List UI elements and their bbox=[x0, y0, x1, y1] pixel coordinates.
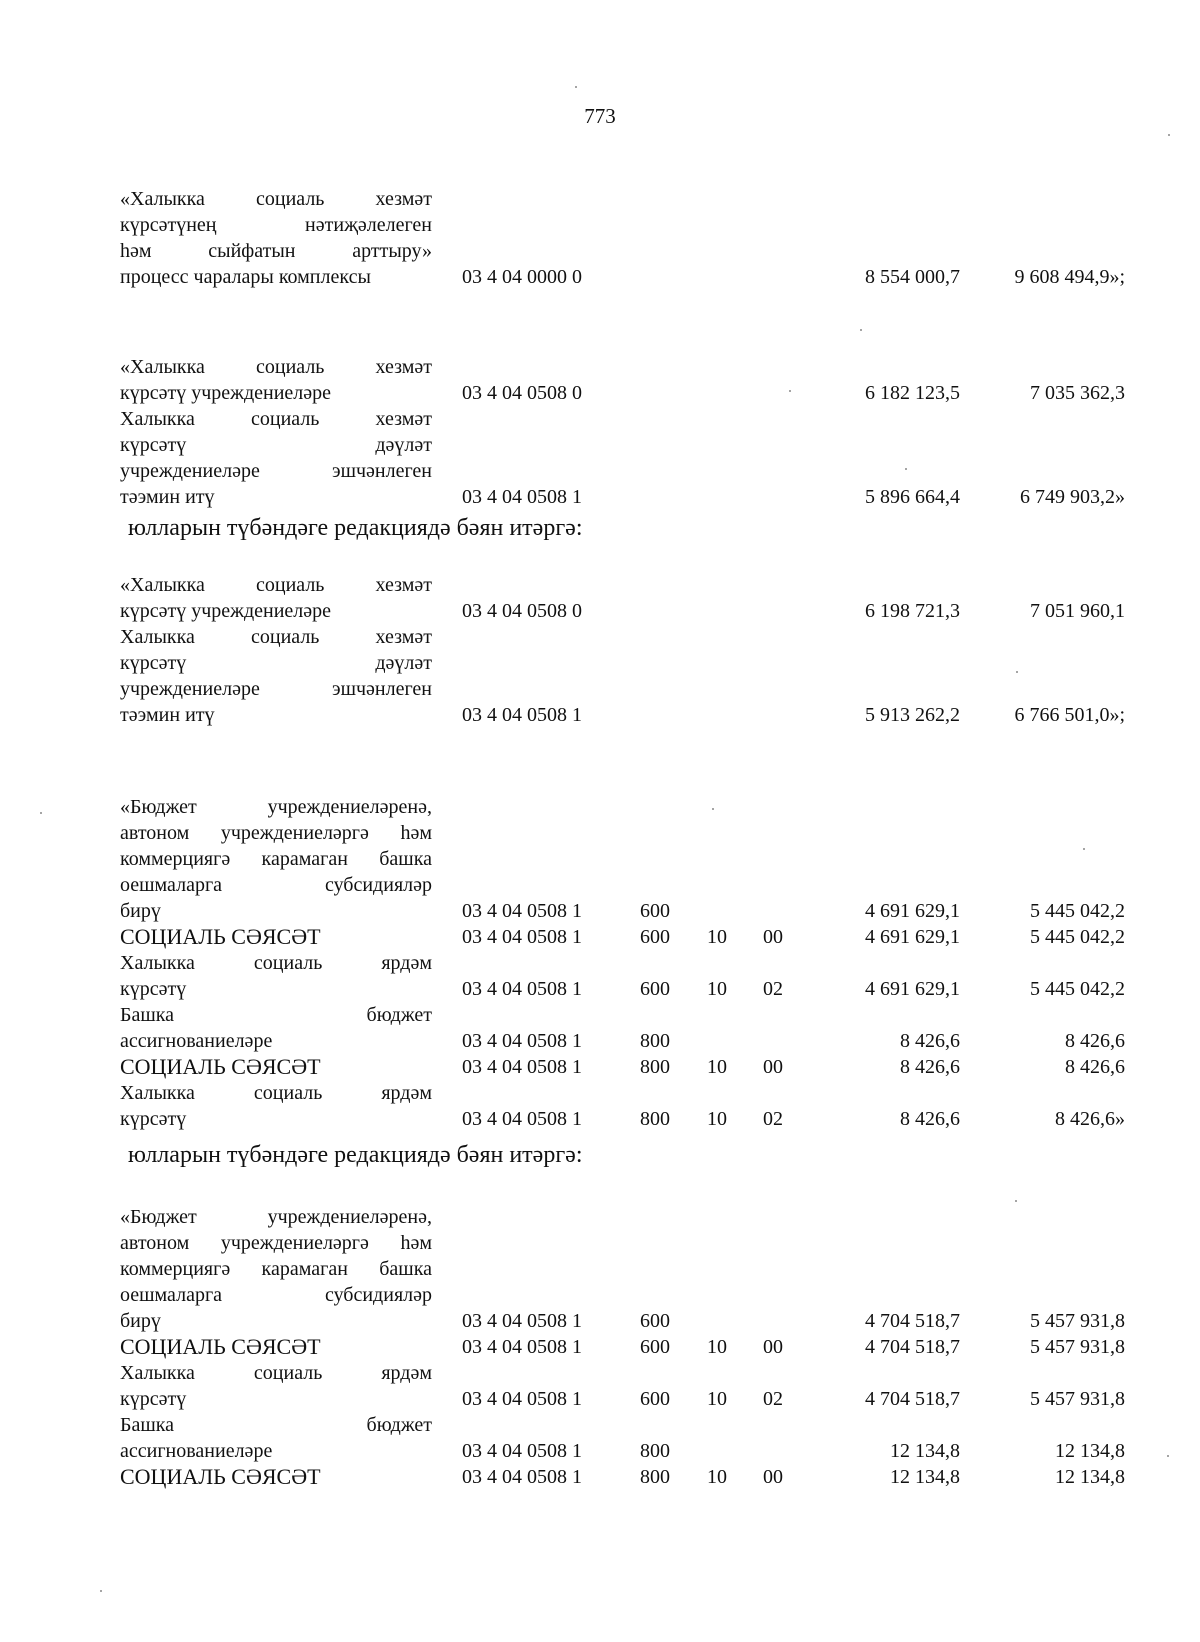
row-label bbox=[120, 406, 432, 510]
instruction-phrase: юлларын түбәндәге редакциядә бәян итәргә: bbox=[128, 1142, 583, 1168]
scan-speck bbox=[40, 812, 42, 814]
target-article-code: 03 4 04 0508 1 bbox=[462, 1388, 582, 1410]
row-label bbox=[120, 924, 432, 950]
subsection-code: 00 bbox=[763, 1466, 783, 1488]
table-row bbox=[0, 406, 1200, 510]
table-row bbox=[0, 1464, 1200, 1490]
scan-speck bbox=[905, 468, 907, 470]
amount-year-1: 4 691 629,1 bbox=[865, 926, 960, 948]
row-label bbox=[120, 1002, 432, 1054]
subsection-code: 00 bbox=[763, 1336, 783, 1358]
amount-year-2: 5 457 931,8 bbox=[1030, 1388, 1125, 1410]
scan-speck bbox=[860, 329, 862, 331]
table-row bbox=[0, 794, 1200, 924]
section-code: 10 bbox=[707, 1108, 727, 1130]
table-row bbox=[0, 1054, 1200, 1080]
amount-year-2: 8 426,6 bbox=[1065, 1056, 1125, 1078]
amount-year-1: 8 554 000,7 bbox=[865, 266, 960, 288]
row-label-line: Башка бюджет bbox=[120, 1414, 432, 1436]
amount-year-1: 6 198 721,3 bbox=[865, 600, 960, 622]
target-article-code: 03 4 04 0508 1 bbox=[462, 900, 582, 922]
scan-speck bbox=[1167, 1455, 1169, 1457]
scan-speck bbox=[100, 1590, 102, 1592]
row-label bbox=[120, 1080, 432, 1132]
subsection-code: 02 bbox=[763, 1388, 783, 1410]
amount-year-1: 4 704 518,7 bbox=[865, 1388, 960, 1410]
row-label-line: бирү bbox=[120, 1310, 161, 1332]
row-label-line: күрсәтү дәүләт bbox=[120, 652, 432, 674]
row-label-line: һәм сыйфатын арттыру» bbox=[120, 240, 432, 262]
row-label-line: СОЦИАЛЬ СӘЯСӘТ bbox=[120, 1334, 321, 1359]
target-article-code: 03 4 04 0508 1 bbox=[462, 1030, 582, 1052]
row-label bbox=[120, 1334, 432, 1360]
expense-type: 600 bbox=[640, 1336, 670, 1358]
amount-year-1: 8 426,6 bbox=[900, 1030, 960, 1052]
table-row bbox=[0, 1080, 1200, 1132]
expense-type: 600 bbox=[640, 978, 670, 1000]
target-article-code: 03 4 04 0508 1 bbox=[462, 1108, 582, 1130]
table-row bbox=[0, 1412, 1200, 1464]
amount-year-2: 5 445 042,2 bbox=[1030, 978, 1125, 1000]
amount-year-1: 4 704 518,7 bbox=[865, 1336, 960, 1358]
amount-year-2: 7 051 960,1 bbox=[1030, 600, 1125, 622]
row-label-line: Халыкка социаль хезмәт bbox=[120, 626, 432, 648]
expense-type: 800 bbox=[640, 1056, 670, 1078]
scan-speck bbox=[1168, 134, 1170, 136]
row-label-line: СОЦИАЛЬ СӘЯСӘТ bbox=[120, 1054, 321, 1079]
amount-year-2: 12 134,8 bbox=[1055, 1440, 1125, 1462]
amount-year-2: 6 749 903,2» bbox=[1020, 486, 1125, 508]
expense-type: 600 bbox=[640, 926, 670, 948]
amount-year-2: 8 426,6» bbox=[1055, 1108, 1125, 1130]
amount-year-1: 12 134,8 bbox=[890, 1466, 960, 1488]
amount-year-2: 6 766 501,0»; bbox=[1014, 704, 1125, 726]
row-label-line: күрсәтүнең нәтиҗәлелеген bbox=[120, 214, 432, 236]
row-label bbox=[120, 186, 432, 290]
row-label-line: күрсәтү bbox=[120, 1388, 187, 1410]
row-label-line: коммерциягә карамаган башка bbox=[120, 1258, 432, 1280]
subsection-code: 00 bbox=[763, 1056, 783, 1078]
amount-year-2: 7 035 362,3 bbox=[1030, 382, 1125, 404]
amount-year-1: 4 691 629,1 bbox=[865, 978, 960, 1000]
subsection-code: 02 bbox=[763, 1108, 783, 1130]
target-article-code: 03 4 04 0508 1 bbox=[462, 1310, 582, 1332]
amount-year-2: 5 457 931,8 bbox=[1030, 1336, 1125, 1358]
row-label bbox=[120, 1360, 432, 1412]
row-label-line: «Бюджет учреждениеләренә, bbox=[120, 1206, 432, 1228]
amount-year-2: 5 445 042,2 bbox=[1030, 926, 1125, 948]
row-label-line: тәэмин итү bbox=[120, 704, 215, 726]
scan-speck bbox=[1015, 1200, 1017, 1202]
page-number: 773 bbox=[584, 104, 616, 128]
row-label-line: «Халыкка социаль хезмәт bbox=[120, 574, 432, 596]
row-label-line: учреждениеләре эшчәнлеген bbox=[120, 678, 432, 700]
scan-speck bbox=[1016, 671, 1018, 673]
amount-year-1: 5 913 262,2 bbox=[865, 704, 960, 726]
amount-year-1: 6 182 123,5 bbox=[865, 382, 960, 404]
target-article-code: 03 4 04 0508 1 bbox=[462, 926, 582, 948]
table-row bbox=[0, 572, 1200, 624]
amount-year-2: 8 426,6 bbox=[1065, 1030, 1125, 1052]
table-row bbox=[0, 624, 1200, 728]
row-label-line: тәэмин итү bbox=[120, 486, 215, 508]
scan-speck bbox=[575, 86, 577, 88]
target-article-code: 03 4 04 0508 0 bbox=[462, 382, 582, 404]
table-row bbox=[0, 1204, 1200, 1334]
expense-type: 800 bbox=[640, 1030, 670, 1052]
row-label-line: автоном учреждениеләргә һәм bbox=[120, 822, 432, 844]
amount-year-2: 5 457 931,8 bbox=[1030, 1310, 1125, 1332]
subsection-code: 00 bbox=[763, 926, 783, 948]
row-label-line: Халыкка социаль ярдәм bbox=[120, 1362, 432, 1384]
expense-type: 800 bbox=[640, 1466, 670, 1488]
row-label-line: Халыкка социаль хезмәт bbox=[120, 408, 432, 430]
amount-year-1: 12 134,8 bbox=[890, 1440, 960, 1462]
row-label bbox=[120, 950, 432, 1002]
row-label-line: Халыкка социаль ярдәм bbox=[120, 1082, 432, 1104]
row-label-line: күрсәтү bbox=[120, 1108, 187, 1130]
expense-type: 600 bbox=[640, 1310, 670, 1332]
row-label-line: күрсәтү bbox=[120, 978, 187, 1000]
amount-year-2: 12 134,8 bbox=[1055, 1466, 1125, 1488]
expense-type: 800 bbox=[640, 1440, 670, 1462]
row-label-line: процесс чаралары комплексы bbox=[120, 266, 371, 288]
row-label-line: ассигнованиеләре bbox=[120, 1030, 273, 1052]
scan-speck bbox=[712, 808, 714, 810]
row-label bbox=[120, 624, 432, 728]
target-article-code: 03 4 04 0508 1 bbox=[462, 978, 582, 1000]
amount-year-1: 8 426,6 bbox=[900, 1108, 960, 1130]
table-row bbox=[0, 186, 1200, 290]
row-label bbox=[120, 1054, 432, 1080]
row-label-line: күрсәтү учреждениеләре bbox=[120, 600, 332, 622]
table-row bbox=[0, 1334, 1200, 1360]
row-label-line: СОЦИАЛЬ СӘЯСӘТ bbox=[120, 924, 321, 949]
target-article-code: 03 4 04 0508 1 bbox=[462, 486, 582, 508]
row-label-line: бирү bbox=[120, 900, 161, 922]
row-label-line: күрсәтү учреждениеләре bbox=[120, 382, 332, 404]
row-label-line: оешмаларга субсидияләр bbox=[120, 1284, 432, 1306]
target-article-code: 03 4 04 0508 1 bbox=[462, 1336, 582, 1358]
row-label bbox=[120, 1464, 432, 1490]
section-code: 10 bbox=[707, 1388, 727, 1410]
row-label bbox=[120, 794, 432, 924]
row-label bbox=[120, 572, 432, 624]
scan-speck bbox=[789, 390, 791, 392]
row-label-line: автоном учреждениеләргә һәм bbox=[120, 1232, 432, 1254]
amount-year-1: 4 704 518,7 bbox=[865, 1310, 960, 1332]
target-article-code: 03 4 04 0000 0 bbox=[462, 266, 582, 288]
row-label-line: «Халыкка социаль хезмәт bbox=[120, 356, 432, 378]
target-article-code: 03 4 04 0508 1 bbox=[462, 1440, 582, 1462]
amount-year-1: 4 691 629,1 bbox=[865, 900, 960, 922]
section-code: 10 bbox=[707, 978, 727, 1000]
row-label bbox=[120, 354, 432, 406]
section-code: 10 bbox=[707, 1466, 727, 1488]
row-label-line: оешмаларга субсидияләр bbox=[120, 874, 432, 896]
section-code: 10 bbox=[707, 1336, 727, 1358]
target-article-code: 03 4 04 0508 1 bbox=[462, 1056, 582, 1078]
table-row bbox=[0, 1360, 1200, 1412]
table-row bbox=[0, 950, 1200, 1002]
section-code: 10 bbox=[707, 1056, 727, 1078]
amount-year-1: 8 426,6 bbox=[900, 1056, 960, 1078]
target-article-code: 03 4 04 0508 1 bbox=[462, 704, 582, 726]
amount-year-1: 5 896 664,4 bbox=[865, 486, 960, 508]
target-article-code: 03 4 04 0508 0 bbox=[462, 600, 582, 622]
row-label-line: күрсәтү дәүләт bbox=[120, 434, 432, 456]
row-label-line: «Халыкка социаль хезмәт bbox=[120, 188, 432, 210]
table-row bbox=[0, 924, 1200, 950]
table-row bbox=[0, 354, 1200, 406]
table-row bbox=[0, 1002, 1200, 1054]
scan-speck bbox=[1083, 848, 1085, 850]
subsection-code: 02 bbox=[763, 978, 783, 1000]
row-label bbox=[120, 1412, 432, 1464]
amount-year-2: 5 445 042,2 bbox=[1030, 900, 1125, 922]
row-label bbox=[120, 1204, 432, 1334]
instruction-phrase: юлларын түбәндәге редакциядә бәян итәргә: bbox=[128, 515, 583, 541]
target-article-code: 03 4 04 0508 1 bbox=[462, 1466, 582, 1488]
expense-type: 800 bbox=[640, 1108, 670, 1130]
row-label-line: Халыкка социаль ярдәм bbox=[120, 952, 432, 974]
row-label-line: СОЦИАЛЬ СӘЯСӘТ bbox=[120, 1464, 321, 1489]
amount-year-2: 9 608 494,9»; bbox=[1014, 266, 1125, 288]
row-label-line: Башка бюджет bbox=[120, 1004, 432, 1026]
row-label-line: «Бюджет учреждениеләренә, bbox=[120, 796, 432, 818]
row-label-line: учреждениеләре эшчәнлеген bbox=[120, 460, 432, 482]
section-code: 10 bbox=[707, 926, 727, 948]
row-label-line: ассигнованиеләре bbox=[120, 1440, 273, 1462]
expense-type: 600 bbox=[640, 900, 670, 922]
expense-type: 600 bbox=[640, 1388, 670, 1410]
row-label-line: коммерциягә карамаган башка bbox=[120, 848, 432, 870]
